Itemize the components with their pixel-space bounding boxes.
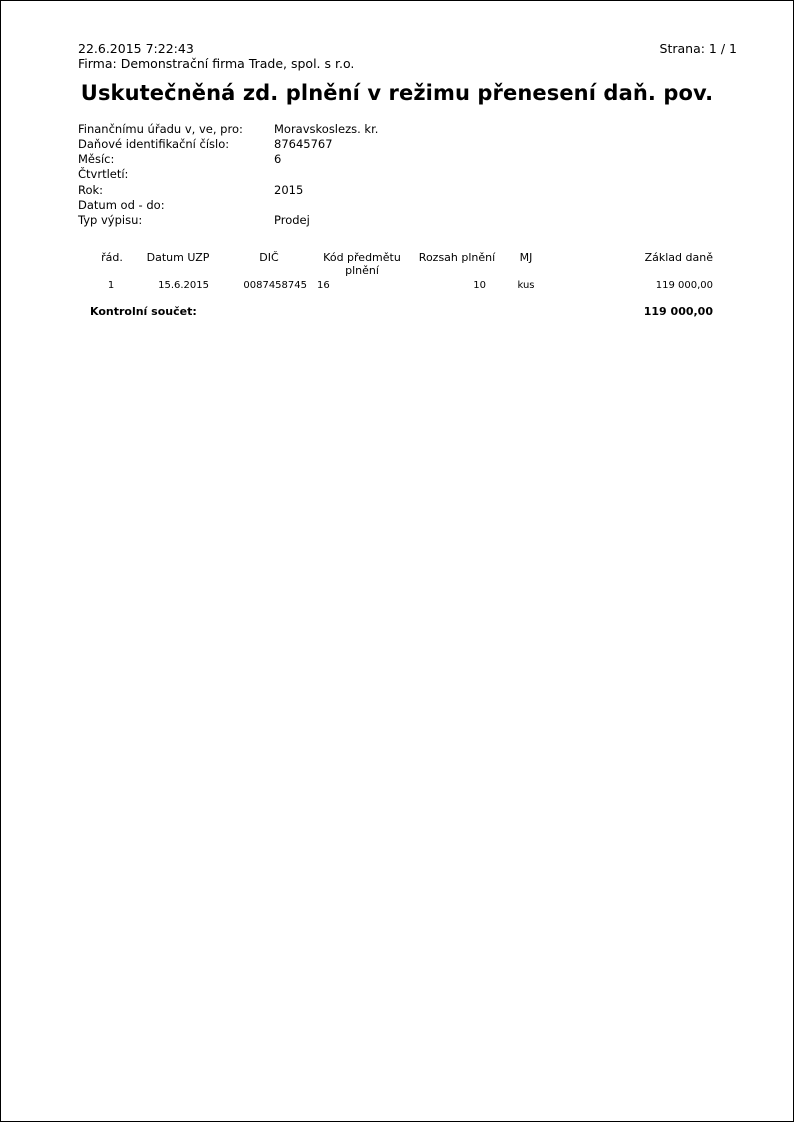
col-header-unit: MJ	[519, 251, 533, 264]
info-label: Datum od - do:	[78, 198, 165, 212]
col-header-base: Základ daně	[644, 251, 713, 264]
info-label: Daňové identifikační číslo:	[78, 137, 230, 151]
info-value: 6	[274, 152, 282, 166]
company-name: Firma: Demonstrační firma Trade, spol. s r.o.	[78, 56, 355, 71]
info-value: Moravskoslezs. kr.	[274, 122, 379, 136]
info-value: 87645767	[274, 137, 333, 151]
page-number: Strana: 1 / 1	[659, 41, 737, 56]
cell-range: 10	[473, 280, 486, 291]
info-label: Rok:	[78, 183, 104, 197]
total-value: 119 000,00	[643, 305, 713, 318]
col-header-dic: DIČ	[259, 251, 279, 264]
cell-date: 15.6.2015	[158, 280, 209, 291]
col-header-row: řád.	[101, 251, 123, 264]
info-label: Čtvrtletí:	[78, 167, 129, 181]
cell-dic: 0087458745	[243, 280, 307, 291]
cell-base: 119 000,00	[655, 280, 713, 291]
col-header-range: Rozsah plnění	[418, 251, 496, 264]
info-label: Měsíc:	[78, 152, 115, 166]
info-value: 2015	[274, 183, 304, 197]
print-datetime: 22.6.2015 7:22:43	[78, 41, 194, 56]
cell-unit: kus	[517, 280, 535, 291]
info-label: Typ výpisu:	[78, 213, 143, 227]
cell-code: 16	[317, 280, 330, 291]
report-title: Uskutečněná zd. plnění v režimu přenesení daň. pov.	[80, 81, 714, 105]
col-header-date: Datum UZP	[146, 251, 210, 264]
cell-row: 1	[107, 280, 115, 291]
info-label: Finančnímu úřadu v, ve, pro:	[78, 122, 243, 136]
total-label: Kontrolní součet:	[90, 305, 197, 318]
col-header-code: Kód předmětu	[323, 251, 401, 264]
info-value: Prodej	[274, 213, 310, 227]
col-header-code-line2: plnění	[345, 264, 379, 277]
